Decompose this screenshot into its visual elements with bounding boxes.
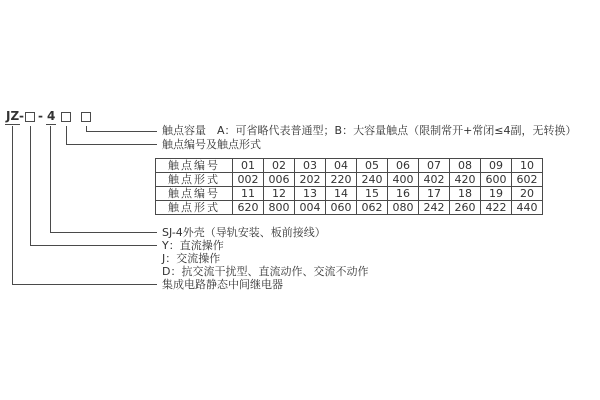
table-row bbox=[156, 187, 543, 201]
table-cell: 15 bbox=[357, 187, 388, 201]
model-dash-2: - bbox=[38, 109, 43, 123]
table-cell: 400 bbox=[388, 173, 419, 187]
table-cell: 13 bbox=[295, 187, 326, 201]
dc-operation-label: Y：直流操作 bbox=[162, 239, 224, 252]
table-cell: 402 bbox=[419, 173, 450, 187]
table-cell: 16 bbox=[388, 187, 419, 201]
table-row bbox=[156, 173, 543, 187]
table-row bbox=[156, 159, 543, 173]
anti-ac-interference-label: D：抗交流干扰型、直流动作、交流不动作 bbox=[162, 265, 369, 278]
model-prefix: JZ bbox=[6, 109, 20, 123]
table-row bbox=[156, 201, 543, 215]
table-cell: 07 bbox=[419, 159, 450, 173]
table-cell: 20 bbox=[512, 187, 543, 201]
table-cell: 05 bbox=[357, 159, 388, 173]
table-cell: 09 bbox=[481, 159, 512, 173]
table-cell: 006 bbox=[264, 173, 295, 187]
contact-code-table bbox=[155, 158, 543, 215]
table-cell: 242 bbox=[419, 201, 450, 215]
table-cell: 240 bbox=[357, 173, 388, 187]
row-header: 触点编号 bbox=[156, 159, 233, 173]
table-cell: 600 bbox=[481, 173, 512, 187]
table-cell: 03 bbox=[295, 159, 326, 173]
table-cell: 062 bbox=[357, 201, 388, 215]
contact-code-label: 触点编号及触点形式 bbox=[162, 138, 261, 151]
table-cell: 08 bbox=[450, 159, 481, 173]
table-cell: 12 bbox=[264, 187, 295, 201]
table-cell: 440 bbox=[512, 201, 543, 215]
model-dash-1: - bbox=[19, 109, 24, 123]
operation-type-placeholder-box bbox=[25, 112, 35, 122]
table-cell: 220 bbox=[326, 173, 357, 187]
table-cell: 14 bbox=[326, 187, 357, 201]
table-cell: 202 bbox=[295, 173, 326, 187]
table-cell: 800 bbox=[264, 201, 295, 215]
table-cell: 17 bbox=[419, 187, 450, 201]
table-cell: 18 bbox=[450, 187, 481, 201]
table-cell: 080 bbox=[388, 201, 419, 215]
ac-operation-label: J：交流操作 bbox=[162, 252, 221, 265]
table-cell: 11 bbox=[233, 187, 264, 201]
contact-code-placeholder-box bbox=[61, 112, 71, 122]
connector-line-product-name bbox=[12, 126, 157, 285]
row-header: 触点形式 bbox=[156, 201, 233, 215]
table-cell: 10 bbox=[512, 159, 543, 173]
product-name-label: 集成电路静态中间继电器 bbox=[162, 278, 283, 291]
table-cell: 260 bbox=[450, 201, 481, 215]
table-cell: 602 bbox=[512, 173, 543, 187]
table-cell: 420 bbox=[450, 173, 481, 187]
capacity-label: 触点容量 A：可省略代表普通型；B：大容量触点（限制常开+常闭≤4副，无转换） bbox=[162, 124, 577, 137]
table-cell: 060 bbox=[326, 201, 357, 215]
row-header: 触点形式 bbox=[156, 173, 233, 187]
table-cell: 620 bbox=[233, 201, 264, 215]
table-cell: 04 bbox=[326, 159, 357, 173]
case-digit: 4 bbox=[47, 109, 56, 123]
table-cell: 02 bbox=[264, 159, 295, 173]
table-cell: 002 bbox=[233, 173, 264, 187]
row-header: 触点编号 bbox=[156, 187, 233, 201]
table-cell: 004 bbox=[295, 201, 326, 215]
table-cell: 06 bbox=[388, 159, 419, 173]
capacity-placeholder-box bbox=[81, 112, 91, 122]
case-label: SJ-4外壳（导轨安装、板前接线） bbox=[162, 226, 326, 239]
table-cell: 01 bbox=[233, 159, 264, 173]
table-cell: 19 bbox=[481, 187, 512, 201]
table-cell: 422 bbox=[481, 201, 512, 215]
